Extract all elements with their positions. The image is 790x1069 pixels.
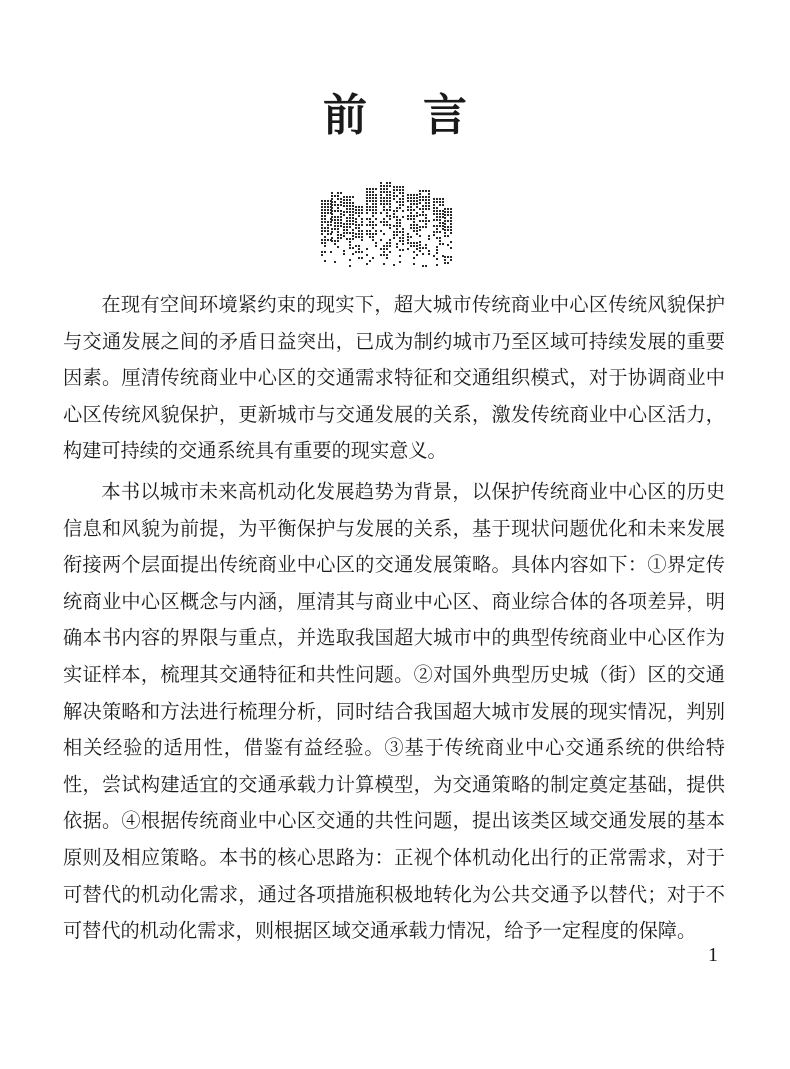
page-title: 前言	[323, 90, 523, 141]
paragraph-2: 本书以城市未来高机动化发展趋势为背景，以保护传统商业中心区的历史信息和风貌为前提，为平衡保护与发展的关系，基于现状问题优化和未来发展衔接两个层面提出传统商业中心区的交通发展策略。具体内容如下：①界定传统商业中心区概念与内涵，厘清其与商业中心区、商业综合体的各项差异，明确本书内容的界限与重点，并选取我国超大城市中的典型传统商业中心区作为实证样本，梳理其交通特征和共性问题。②对国外典型历史城（街）区的交通解决策略和方法进行梳理分析，同时结合我国超大城市发展的现实情况，判别相关经验的适用性，借鉴有益经验。③基于传统商业中心交通系统的供给特性，尝试构建适宜的交通承载力计算模型，为交通策略的制定奠定基础，提供依据。④根据传统商业中心区交通的共性问题，提出该类区域交通发展的基本原则及相应策略。本书的核心思路为：正视个体机动化出行的正常需求，对于可替代的机动化需求，通过各项措施积极地转化为公共交通予以替代；对于不可替代的机动化需求，则根据区域交通承载力情况，给予一定程度的保障。	[63, 479, 725, 943]
page-number: 1	[708, 944, 718, 966]
paragraph-1: 在现有空间环境紧约束的现实下，超大城市传统商业中心区传统风貌保护与交通发展之间的矛盾日益突出，已成为制约城市乃至区域可持续发展的重要因素。厘清传统商业中心区的交通需求特征和交通组织模式，对于协调商业中心区传统风貌保护，更新城市与交通发展的关系，激发传统商业中心区活力，构建可持续的交通系统具有重要的现实意义。	[63, 293, 725, 463]
preface-body	[63, 287, 725, 954]
city-skyline-icon	[317, 178, 453, 270]
